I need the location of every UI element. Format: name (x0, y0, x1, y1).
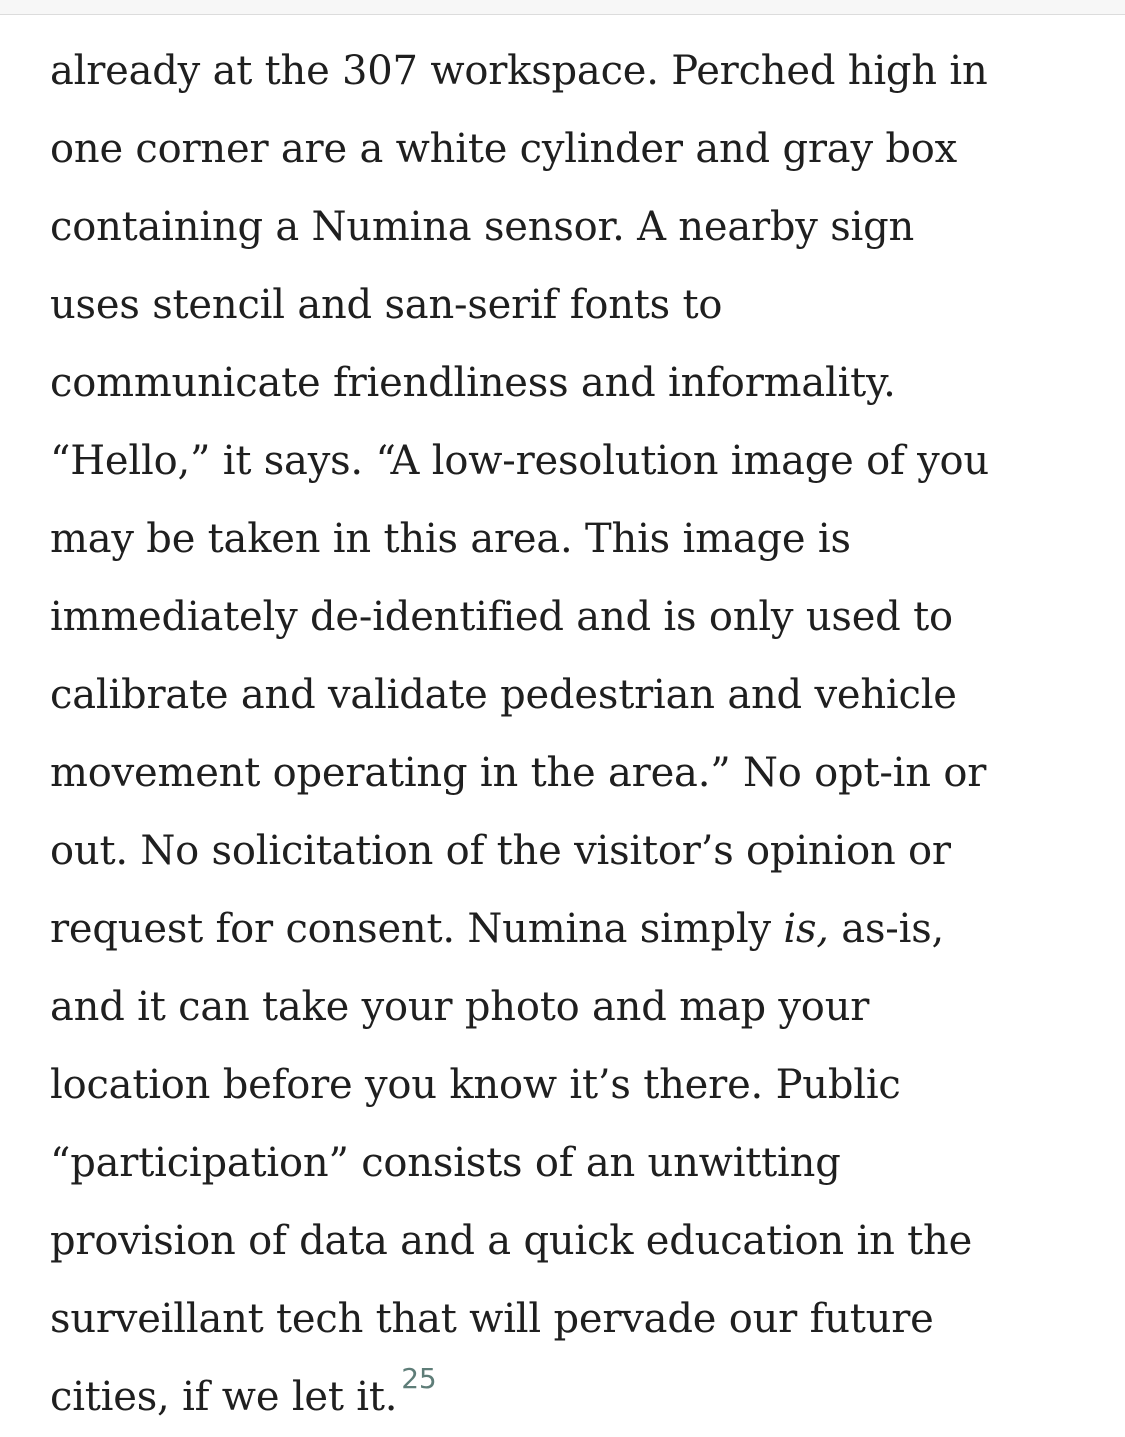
footnote-link[interactable]: 25 (401, 1362, 437, 1395)
text-segment: request for consent. Numina simply (50, 906, 784, 952)
text-line-with-footnote (50, 1358, 1100, 1436)
text-line: location before you know it’s there. Public (50, 1062, 901, 1108)
text-line: communicate friendliness and informality. (50, 360, 896, 406)
text-line: uses stencil and san-serif fonts to (50, 282, 723, 328)
emphasis-text: is, (783, 906, 829, 952)
text-line: containing a Numina sensor. A nearby sign (50, 204, 915, 250)
text-line-with-emphasis (50, 890, 1100, 968)
text-segment: cities, if we let it. (50, 1374, 398, 1420)
text-line: out. No solicitation of the visitor’s opinion or (50, 828, 951, 874)
text-line: calibrate and validate pedestrian and vehicle (50, 672, 957, 718)
text-line: one corner are a white cylinder and gray box (50, 126, 958, 172)
text-line: surveillant tech that will pervade our future (50, 1296, 934, 1342)
text-line: already at the 307 workspace. Perched high in (50, 48, 988, 94)
text-line: immediately de-identified and is only used to (50, 594, 953, 640)
top-divider (0, 0, 1125, 15)
article-body (50, 32, 1100, 1436)
text-line: and it can take your photo and map your (50, 984, 870, 1030)
text-line: “participation” consists of an unwitting (50, 1140, 841, 1186)
text-line: “Hello,” it says. “A low-resolution image of you (50, 438, 989, 484)
text-line: may be taken in this area. This image is (50, 516, 851, 562)
text-segment: as-is, (828, 906, 945, 952)
text-line: movement operating in the area.” No opt-in or (50, 750, 987, 796)
text-line: provision of data and a quick education in the (50, 1218, 973, 1264)
